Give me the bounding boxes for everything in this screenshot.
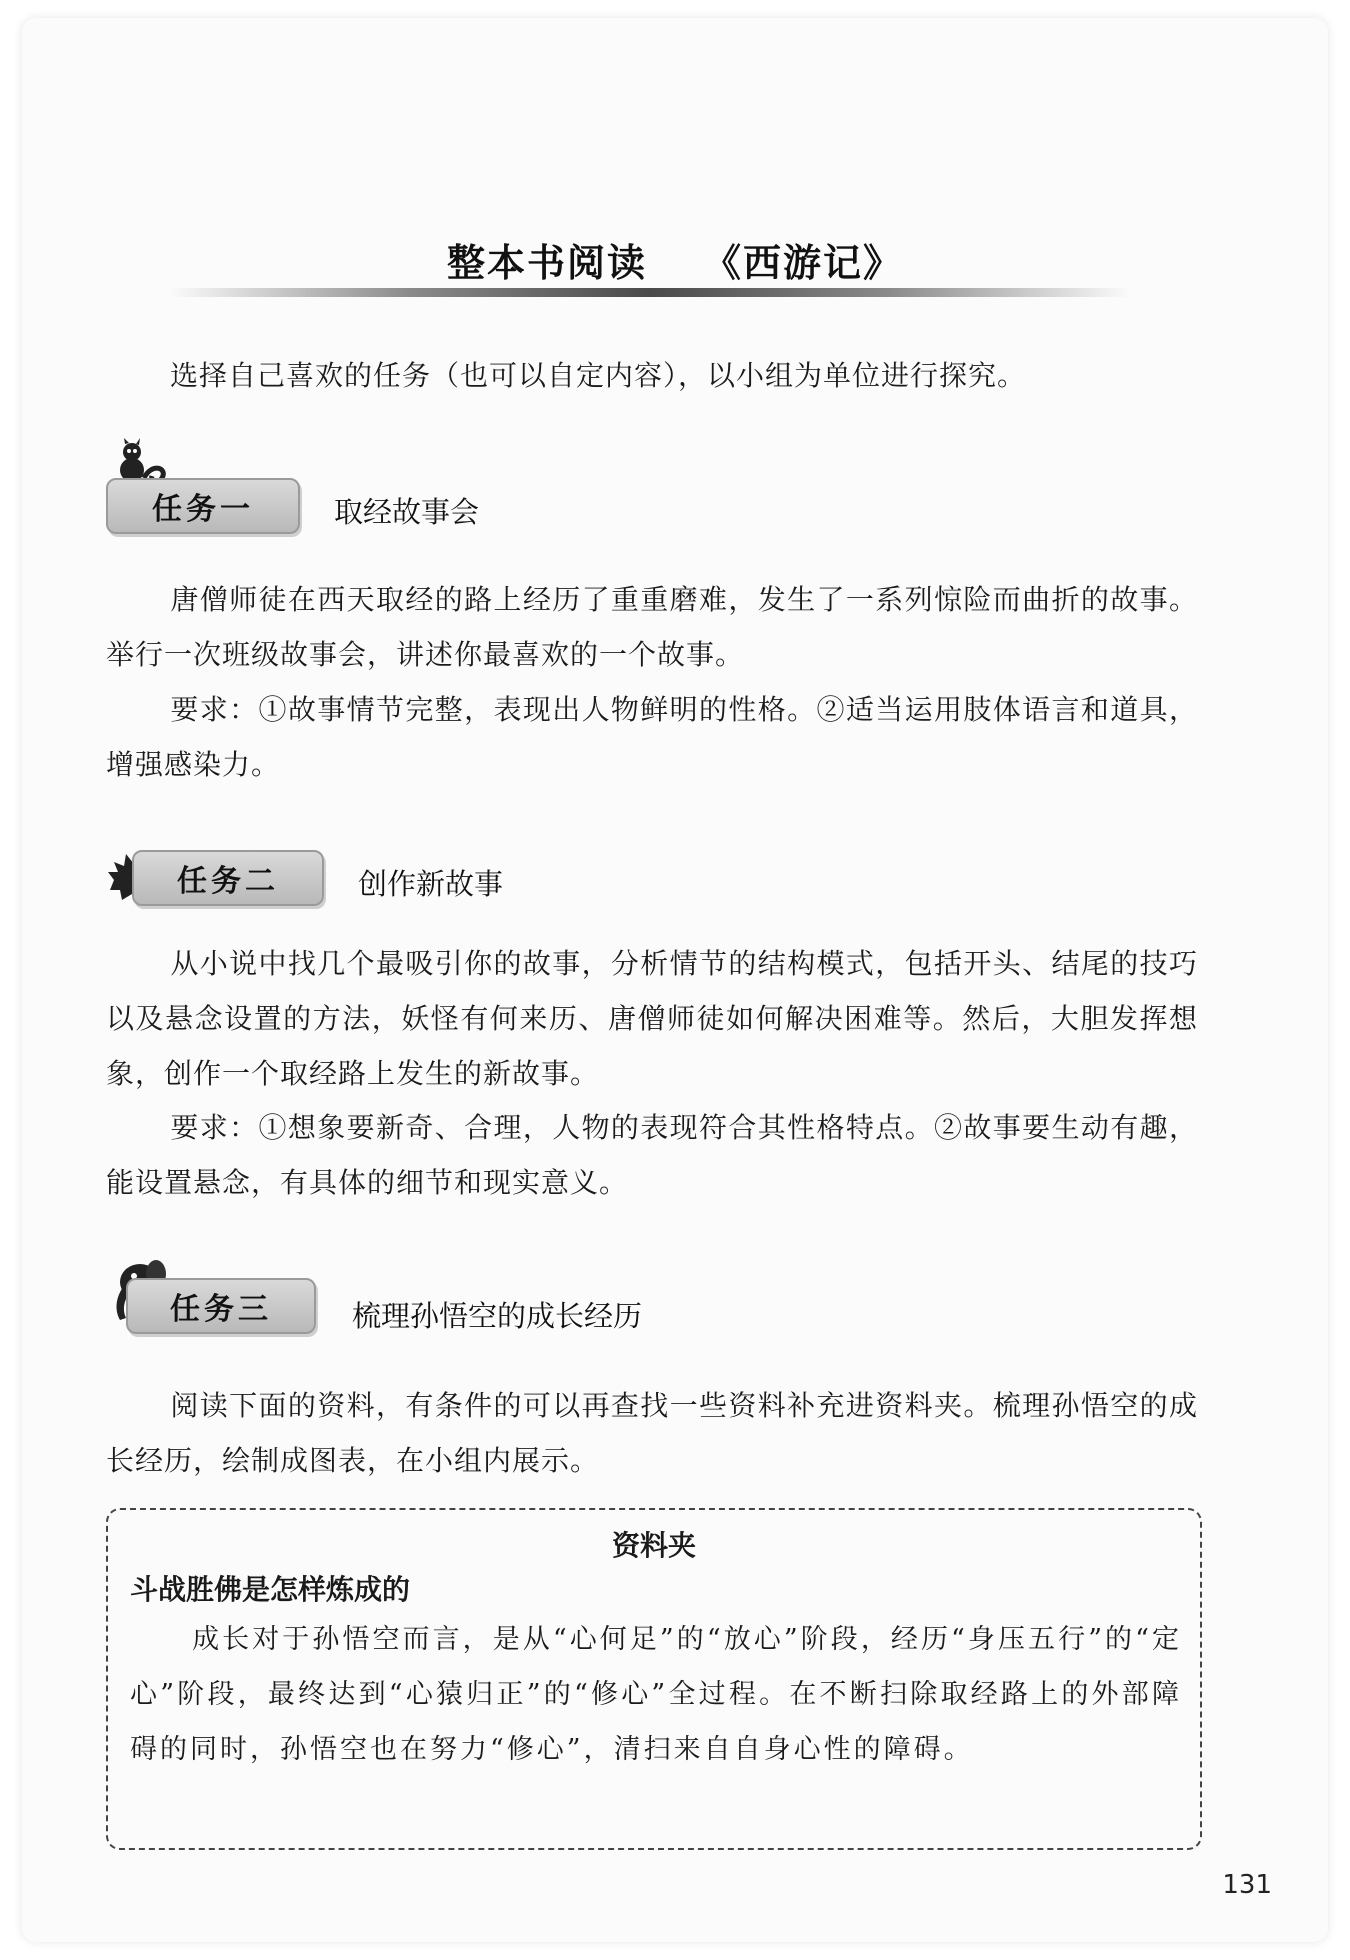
title-book: 《西游记》 (703, 241, 904, 285)
task-2-paragraph-2: 要求：①想象要新奇、合理，人物的表现符合其性格特点。②故事要生动有趣，能设置悬念，有具体的细节和现实意义。 (106, 1111, 1198, 1199)
task-2-paragraph-1: 从小说中找几个最吸引你的故事，分析情节的结构模式，包括开头、结尾的技巧以及悬念设置的方法，妖怪有何来历、唐僧师徒如何解决困难等。然后，大胆发挥想象，创作一个取经路上发生的新故事。 (106, 947, 1198, 1090)
resource-folder-box (106, 1508, 1202, 1850)
folder-heading: 资料夹 (611, 1529, 696, 1562)
title-main: 整本书阅读 (446, 241, 647, 285)
task-title-1: 取经故事会 (334, 495, 480, 529)
task-tab-1: 任务一 (106, 478, 300, 534)
folder-body-text: 成长对于孙悟空而言，是从“心何足”的“放心”阶段，经历“身压五行”的“定心”阶段，最终达到“心猿归正”的“修心”全过程。在不断扫除取经路上的外部障碍的同时，孙悟空也在努力“修心”，清扫来自自身心性的障碍。 (130, 1624, 1182, 1765)
task-tab-3: 任务三 (126, 1278, 316, 1334)
task-tab-2: 任务二 (132, 850, 324, 906)
task-1-paragraph-2: 要求：①故事情节完整，表现出人物鲜明的性格。②适当运用肢体语言和道具，增强感染力。 (106, 693, 1198, 781)
task-3-paragraph-1: 阅读下面的资料，有条件的可以再查找一些资料补充进资料夹。梳理孙悟空的成长经历，绘制成图表，在小组内展示。 (106, 1389, 1198, 1477)
page-title (0, 232, 1350, 287)
title-underline (170, 288, 1130, 297)
task-title-2: 创作新故事 (358, 867, 504, 901)
task-title-3: 梳理孙悟空的成长经历 (352, 1299, 643, 1333)
page-number: 131 (1222, 1870, 1272, 1900)
intro-text: 选择自己喜欢的任务（也可以自定内容），以小组为单位进行探究。 (170, 359, 1027, 392)
task-1-paragraph-1: 唐僧师徒在西天取经的路上经历了重重磨难，发生了一系列惊险而曲折的故事。举行一次班级故事会，讲述你最喜欢的一个故事。 (106, 583, 1198, 671)
folder-subtitle: 斗战胜佛是怎样炼成的 (130, 1573, 411, 1606)
